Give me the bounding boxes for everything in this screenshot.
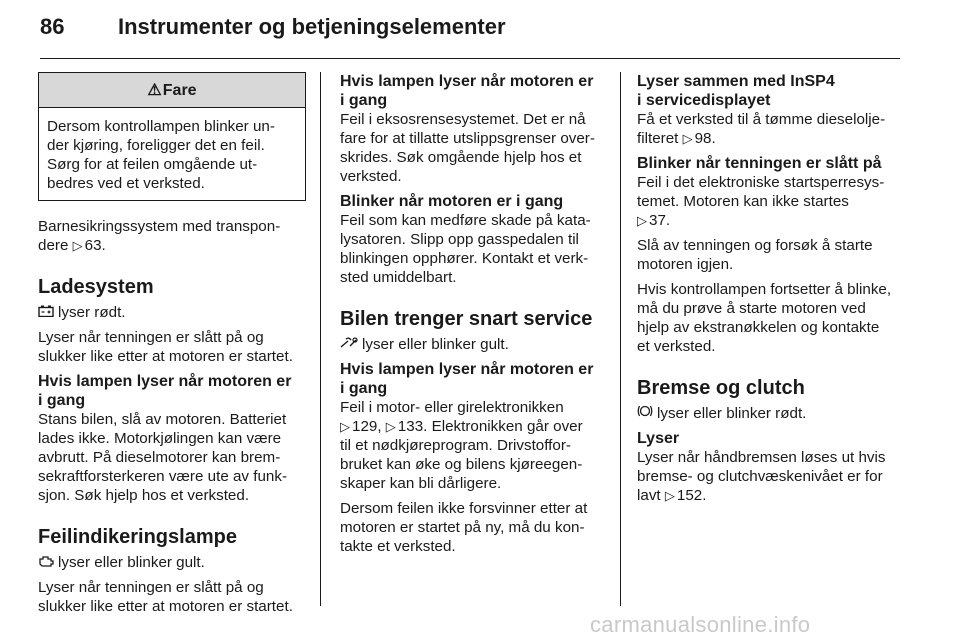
page-number: 86 [40,14,65,39]
sub-heading: Lyser [637,430,680,447]
warning-line: Dersom kontrollampen blinker un- [47,118,275,135]
paragraph: Feil i eksosrensesystemet. Det er nå fare for at tillatte utslippsgrenser over- skrides. Søk omgående hjelp hos et verksted. [340,111,595,185]
paragraph-barnesikring: Barnesikringssystem med transpon- dere ▷ 63. [38,218,281,254]
paragraph: Feil i det elektroniske startsperresys- temet. Motoren kan ikke startes ▷ 37. [637,174,885,229]
paragraph: Lyser når håndbremsen løses ut hvis bremse- og clutchvæskenivået er for lavt ▷ 152. [637,449,886,504]
warning-triangle-icon: ⚠ [147,81,162,99]
indicator-line-feilindikering: lyser eller blinker gult. [38,553,306,572]
page-title: Instrumenter og betjeningselementer [118,14,506,39]
column-divider [320,72,321,606]
section-heading-brems: Bremse og clutch [637,377,805,399]
paragraph: Få et verksted til å tømme dieselolje- filteret ▷ 98. [637,111,886,147]
warning-header [39,73,305,108]
section-heading-service: Bilen trenger snart service [340,308,593,330]
paragraph: Lyser når tenningen er slått på og slukker like etter at motoren er startet. [38,579,293,615]
page-ref[interactable]: 129, [352,418,382,435]
battery-icon [38,303,54,322]
page-ref-arrow-icon: ▷ [637,213,647,228]
page-ref[interactable]: 37. [649,212,671,229]
column-divider [620,72,621,606]
page-header [40,14,920,48]
section-heading-feilindikering: Feilindikeringslampe [38,526,237,548]
column-1 [38,72,306,622]
page-ref[interactable]: 152. [676,487,707,504]
paragraph: Feil i motor- eller girelektronikken ▷ 129, ▷ 133. Elektronikken går over til et nødkjøreprogram. Drivstoffor- bruket kan øke og bilens kjøreegen- skaper kan bli dårligere. [340,399,583,492]
header-rule [40,58,900,59]
page-ref-arrow-icon: ▷ [682,131,693,146]
page-ref-arrow-icon: ▷ [385,419,396,434]
column-2 [340,72,604,562]
paragraph: Lyser når tenningen er slått på og slukker like etter at motoren er startet. [38,329,293,365]
paragraph: Dersom feilen ikke forsvinner etter at motoren er startet på ny, må du kon- takte et verksted. [340,500,588,555]
section-heading-ladesystem: Ladesystem [38,276,154,298]
indicator-line-ladesystem: lyser rødt. [38,303,306,322]
page-ref[interactable]: 98. [694,130,716,147]
page-ref-arrow-icon: ▷ [340,419,350,434]
page-ref[interactable]: 63. [84,237,106,254]
sub-heading: Blinker når motoren er i gang [340,193,564,210]
page-ref-arrow-icon: ▷ [72,238,83,253]
paragraph: Slå av tenningen og forsøk å starte motoren igjen. [637,237,873,273]
sub-heading: Hvis lampen lyser når motoren er i gang [38,373,292,409]
indicator-line-brems: lyser eller blinker rødt. [637,404,905,423]
column-3 [637,72,905,511]
indicator-line-service: lyser eller blinker gult. [340,335,604,354]
engine-check-icon [38,553,54,572]
warning-body [39,108,305,200]
warning-line: bedres ved et verksted. [47,175,205,192]
brake-warning-icon [637,404,653,423]
paragraph: Feil som kan medføre skade på kata- lysatoren. Slipp opp gasspedalen til blinkingen opphører. Kontakt et verk- sted umiddelbart. [340,212,591,286]
sub-heading: Blinker når tenningen er slått på [637,155,882,172]
sub-heading: Hvis lampen lyser når motoren er i gang [340,361,594,397]
warning-line: Sørg for at feilen omgående ut- [47,156,258,173]
sub-heading: Hvis lampen lyser når motoren er i gang [340,73,594,109]
footer-watermark: carmanualsonline.info [590,612,811,637]
warning-box [38,72,306,201]
page-ref-arrow-icon: ▷ [664,488,675,503]
warning-line: der kjøring, foreligger det en feil. [47,137,265,154]
paragraph: Hvis kontrollampen fortsetter å blinke, må du prøve å starte motoren ved hjelp av ekstranøkkelen og kontakte et verksted. [637,281,892,355]
paragraph: Stans bilen, slå av motoren. Batteriet lades ikke. Motorkjølingen kan være avbrutt. På dieselmotorer kan brem- sekraftforsterkeren være ute av funk- sjon. Søk hjelp hos et verksted. [38,411,288,504]
warning-title: Fare [162,81,197,99]
wrench-icon [340,335,358,354]
sub-heading: Lyser sammen med InSP4 i servicedisplayet [637,73,835,109]
